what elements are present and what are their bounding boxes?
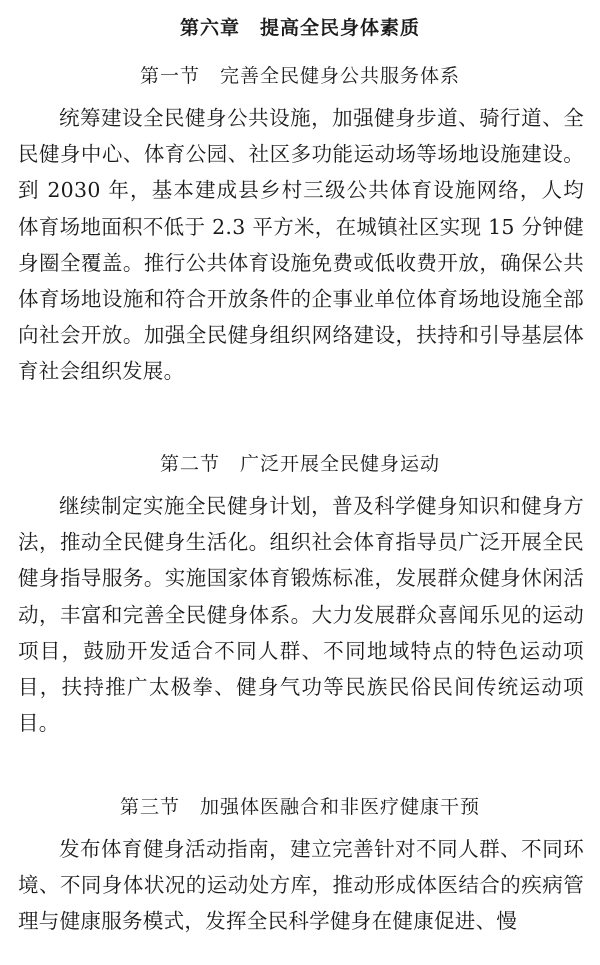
section-paragraph: 继续制定实施全民健身计划，普及科学健身知识和健身方法，推动全民健身生活化。组织社会体育指导员广泛开展全民健身指导服务。实施国家体育锻炼标准，发展群众健身休闲活动，丰富和完善全民健身体系。大力发展群众喜闻乐见的运动项目，鼓励开发适合不同人群、不同地域特点的特色运动项目，扶持推广太极拳、健身气功等民族民俗民间传统运动项目。: [18, 494, 584, 736]
section-paragraph: 统筹建设全民健身公共设施，加强健身步道、骑行道、全民健身中心、体育公园、社区多功能运动场等场地设施建设。到 2030 年，基本建成县乡村三级公共体育设施网络，人均体育场地面积不低于 2.3 平方米，在城镇社区实现 15 分钟健身圈全覆盖。推行公共体育设施免费或低收费开放，确保公共体育场地设施和符合开放条件的企事业单位体育场地设施全部向社会开放。加强全民健身组织网络建设，扶持和引导基层体育社会组织发展。: [18, 106, 584, 384]
section-title: 第一节 完善全民健身公共服务体系: [139, 65, 460, 87]
chapter-title: 第六章 提高全民身体素质: [179, 17, 420, 39]
section-title: 第三节 加强体医融合和非医疗健康干预: [119, 796, 480, 818]
section-title: 第二节 广泛开展全民健身运动: [159, 453, 440, 475]
section-paragraph: 发布体育健身活动指南，建立完善针对不同人群、不同环境、不同身体状况的运动处方库，推动形成体医结合的疾病管理与健康服务模式，发挥全民科学健身在健康促进、慢: [18, 837, 584, 934]
